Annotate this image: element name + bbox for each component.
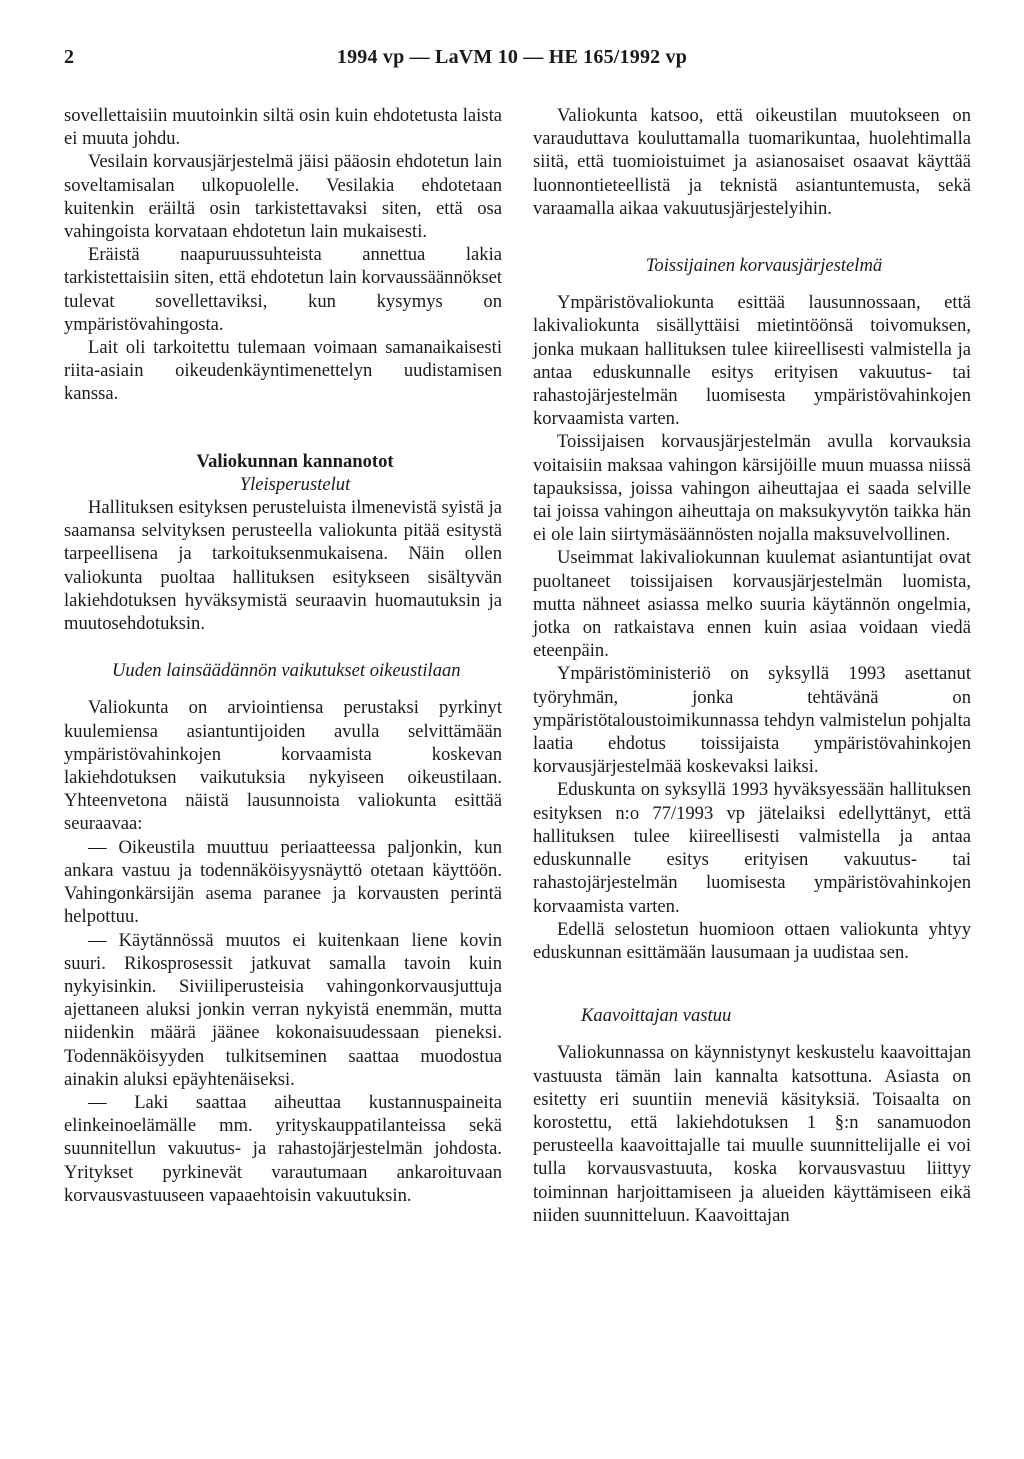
paragraph: Hallituksen esityksen perusteluista ilmenevistä syistä ja saamansa selvityksen perusteella valiokunta pitää esitystä tarpeellisena ja tarkoituksenmukaisena. Näin ollen valiokunta puoltaa hallituksen esitykseen sisältyvän lakiehdotuksen hyväksymistä seuraavin huomautuksin ja muutosehdotuksin. <box>64 497 502 635</box>
paragraph: — Laki saattaa aiheuttaa kustannuspaineita elinkeinoelämälle mm. yrityskauppatilanteissa sekä suunnitellun vakuutus- ja rahastojärjestelmän johdosta. Yritykset pyrkinevät varautumaan ankaroituvaan korvausvastuuseen vapaaehtoisin vakuutuksin. <box>64 1091 502 1206</box>
paragraph: Toissijaisen korvausjärjestelmän avulla korvauksia voitaisiin maksaa vahingon kärsijöille muun muassa niissä tapauksissa, joissa vahingon aiheuttajaa ei saada selville tai joissa vahingon aiheuttaja on maksukyvytön taikka hän ei ole lain siirtymäsäännösten nojalla maksuvelvollinen. <box>533 431 971 546</box>
subheading: Toissijainen korvausjärjestelmä <box>645 255 883 277</box>
section-heading: Valiokunnan kannanotot <box>196 450 394 472</box>
paragraph: sovellettaisiin muutoinkin siltä osin kuin ehdotetusta laista ei muuta johdu. <box>64 105 502 150</box>
page-header <box>0 46 1024 76</box>
paragraph: — Oikeustila muuttuu periaatteessa paljonkin, kun ankara vastuu ja todennäköisyysnäyttö otetaan käyttöön. Vahingonkärsijän asema paranee ja korvausten perintä helpottuu. <box>64 836 502 928</box>
paragraph: Ympäristövaliokunta esittää lausunnossaan, että lakivaliokunta sisällyttäisi mietintöönsä toivomuksen, jonka mukaan hallituksen tulee kiireellisesti valmistella ja antaa eduskunnalle esitys erityisen vakuutus- tai rahastojärjestelmän luomisesta ympäristövahinkojen korvaamista varten. <box>533 292 971 430</box>
subheading: Kaavoittajan vastuu <box>581 1005 732 1027</box>
paragraph: Useimmat lakivaliokunnan kuulemat asiantuntijat ovat puoltaneet toissijaisen korvausjärjestelmän luomista, mutta nähneet asiassa melko suuria käytännön ongelmia, jotka on ratkaistava ennen kuin asiaa voidaan viedä eteenpäin. <box>533 547 971 662</box>
paragraph: Eduskunta on syksyllä 1993 hyväksyessään hallituksen esityksen n:o 77/1993 vp jätelaiksi edellyttänyt, että hallituksen tulee kiireellisesti valmistella ja antaa eduskunnalle esitys erityisen vakuutus- tai rahastojärjestelmän luomisesta ympäristövahinkojen korvaamista varten. <box>533 779 971 917</box>
paragraph: Vesilain korvausjärjestelmä jäisi pääosin ehdotetun lain soveltamisalan ulkopuolelle. Vesilakia ehdotetaan kuitenkin eräiltä osin tarkistettavaksi siten, että osa vahingoista korvataan ehdotetun lain mukaisesti. <box>64 151 502 243</box>
subheading: Uuden lainsäädännön vaikutukset oikeustilaan <box>112 660 461 682</box>
paragraph: Eräistä naapuruussuhteista annettua lakia tarkistettaisiin siten, että ehdotetun lain korvaussäännökset tulevat sovellettaviksi, kun kysymys on ympäristövahingosta. <box>64 244 502 335</box>
running-head: 1994 vp — LaVM 10 — HE 165/1992 vp <box>336 46 688 68</box>
paragraph: Valiokunnassa on käynnistynyt keskustelu kaavoittajan vastuusta tämän lain kannalta katsottuna. Asiasta on esitetty eri suuntiin meneviä käsityksiä. Toisaalta on korostettu, että lakiehdotuksen 1 §:n sanamuodon perusteella kaavoittajalle tai muulle suunnittelijalle ei voi tulla korvausvastuuta, koska korvausvastuu liittyy toiminnan harjoittamiseen ja alueiden käyttämiseen eikä niiden suunnitteluun. Kaavoittajan <box>533 1042 971 1226</box>
paragraph: Lait oli tarkoitettu tulemaan voimaan samanaikaisesti riita-asiain oikeudenkäyntimenettelyn uudistamisen kanssa. <box>64 337 502 405</box>
paragraph: Edellä selostetun huomioon ottaen valiokunta yhtyy eduskunnan esittämään lausumaan ja uudistaa sen. <box>533 918 971 963</box>
paragraph: Valiokunta katsoo, että oikeustilan muutokseen on varauduttava kouluttamalla tuomarikuntaa, huolehtimalla siitä, että tuomioistuimet ja asianosaiset osaavat käyttää luonnontieteellistä ja teknistä asiantuntemusta, sekä varaamalla aikaa vakuutusjärjestelyihin. <box>533 105 971 219</box>
paragraph: — Käytännössä muutos ei kuitenkaan liene kovin suuri. Rikosprosessit jatkuvat samalla tavoin kuin nykyisinkin. Siviiliperusteisia vahingonkorvausjuttuja ajettaneen aluksi jonkin verran nykyistä enemmän, mutta niidenkin määrä jäänee kokonaisuudessaan pieneksi. Todennäköisyyden tulkitseminen saattaa muodostua ainakin aluksi epäyhtenäiseksi. <box>64 929 502 1090</box>
paragraph: Ympäristöministeriö on syksyllä 1993 asettanut työryhmän, jonka tehtävänä on ympäristötaloustoimikunnassa tehdyn valmistelun pohjalta laatia ehdotus toissijaista ympäristövahinkojen korvausjärjestelmää koskevaksi laiksi. <box>533 663 971 778</box>
paragraph: Valiokunta on arviointiensa perustaksi pyrkinyt kuulemiensa asiantuntijoiden avulla selvittämään ympäristövahinkojen korvaamista koskevan lakiehdotuksen vaikutuksia nykyiseen oikeustilaan. Yhteenvetona näistä lausunnoista valiokunta esittää seuraavaa: <box>64 697 502 835</box>
subheading: Yleisperustelut <box>239 473 351 495</box>
right-column <box>533 104 971 1227</box>
left-column <box>64 104 502 1207</box>
page-number: 2 <box>64 46 74 68</box>
